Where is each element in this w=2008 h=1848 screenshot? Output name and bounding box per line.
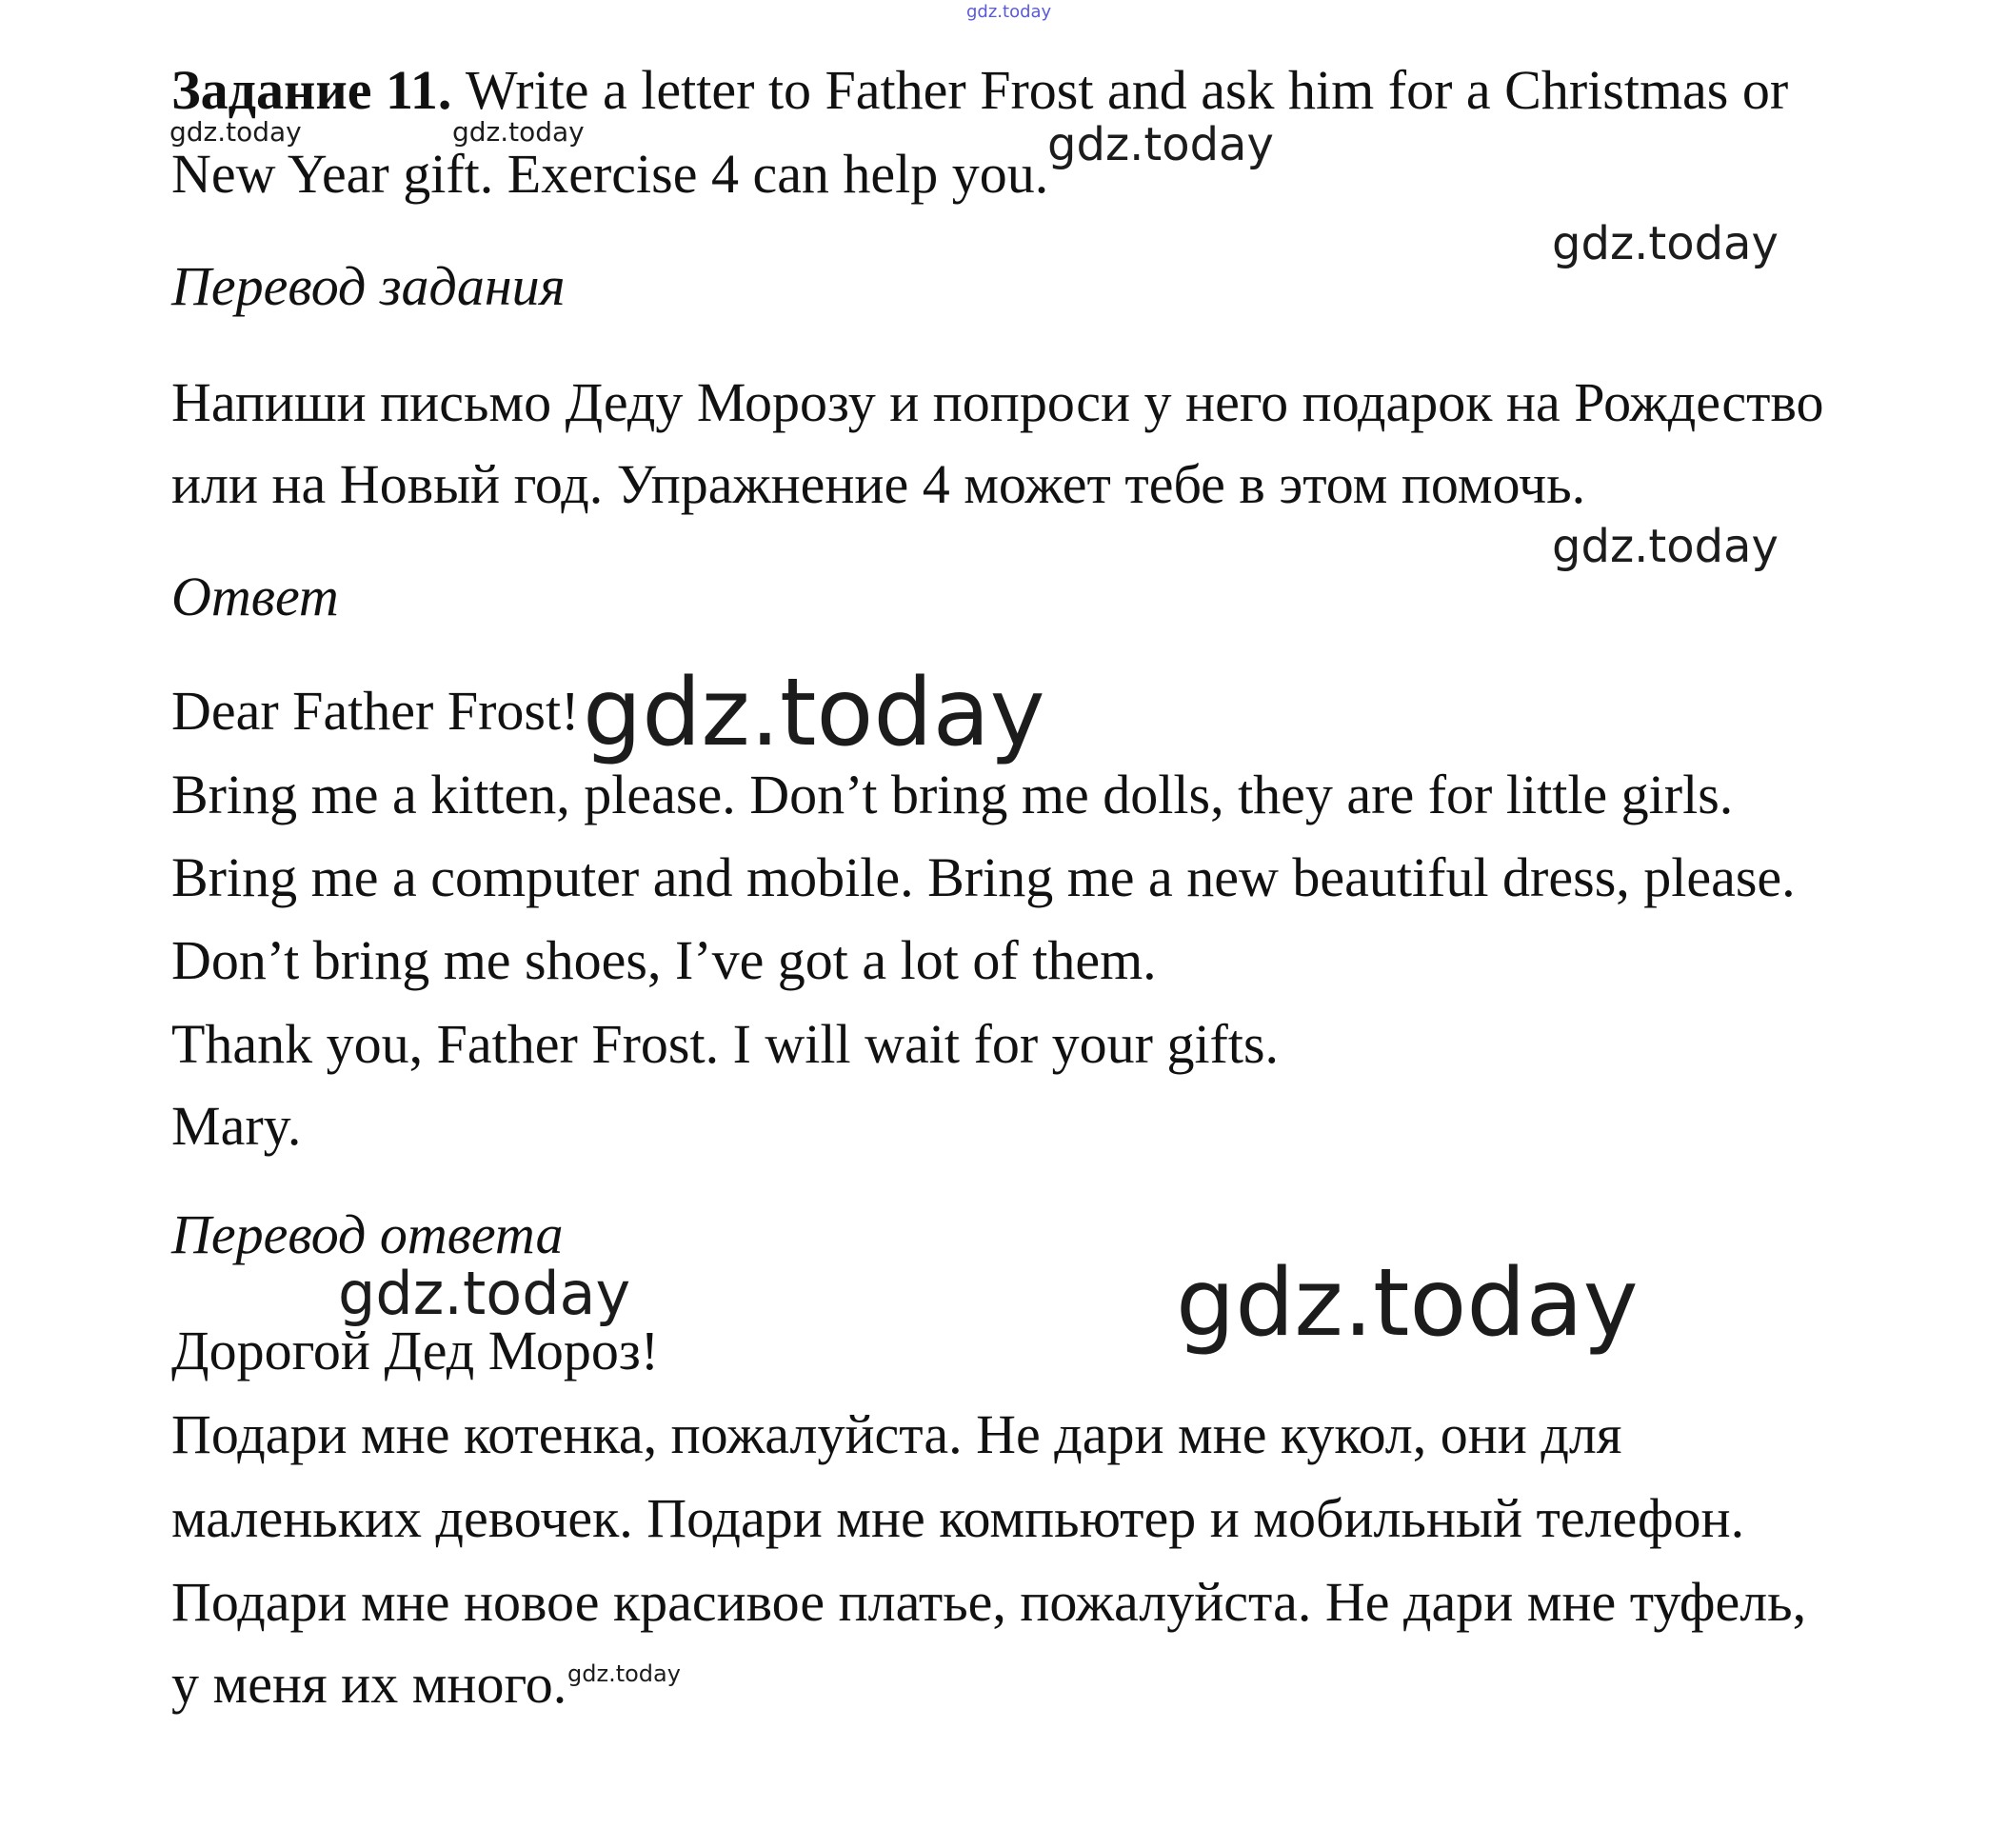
task-line-2: New Year gift. Exercise 4 can help you. [171,143,1049,205]
watermark-right-1: gdz.today [1552,217,1779,270]
answer-heading: Ответ [171,566,339,627]
answer-translation-line-3: Подари мне новое красивое платье, пожалуйста. Не дари мне туфель, [171,1571,1807,1633]
watermark-task-right: gdz.today [1047,118,1274,171]
answer-line-4: Thank you, Father Frost. I will wait for your gifts. [171,1013,1280,1075]
answer-translation-greeting: Дорогой Дед Мороз! [171,1320,660,1381]
answer-line-3: Don’t bring me shoes, I’ve got a lot of them. [171,929,1157,991]
task-translation-line-2: или на Новый год. Упражнение 4 может тебе в этом помочь. [171,453,1586,515]
answer-translation-line-4: у меня их много. [171,1653,567,1715]
watermark-translation-left: gdz.today [338,1259,631,1328]
watermark-right-2: gdz.today [1552,520,1779,573]
task-text-1: Write a letter to Father Frost and ask him for a Christmas or [451,59,1789,121]
answer-greeting: Dear Father Frost! [171,680,580,742]
answer-translation-heading: Перевод ответа [171,1203,564,1265]
task-label: Задание 11. [171,59,452,121]
task-translation-heading: Перевод задания [171,255,566,317]
task-line-1 [171,57,1788,124]
watermark-end: gdz.today [567,1660,681,1687]
watermark-translation-right: gdz.today [1176,1249,1639,1358]
answer-line-2: Bring me a computer and mobile. Bring me a new beautiful dress, please. [171,846,1796,908]
watermark-greeting: gdz.today [583,659,1045,767]
task-translation-line-1: Напиши письмо Деду Морозу и попроси у него подарок на Рождество [171,371,1824,433]
watermark-task-left: gdz.today [169,116,302,148]
watermark-top: gdz.today [966,2,1052,22]
answer-translation-line-2: маленьких девочек. Подари мне компьютер и мобильный телефон. [171,1487,1745,1549]
answer-translation-line-1: Подари мне котенка, пожалуйста. Не дари мне кукол, они для [171,1403,1622,1465]
answer-line-5: Mary. [171,1095,302,1157]
watermark-task-mid: gdz.today [452,116,585,148]
answer-line-1: Bring me a kitten, please. Don’t bring me dolls, they are for little girls. [171,764,1734,825]
